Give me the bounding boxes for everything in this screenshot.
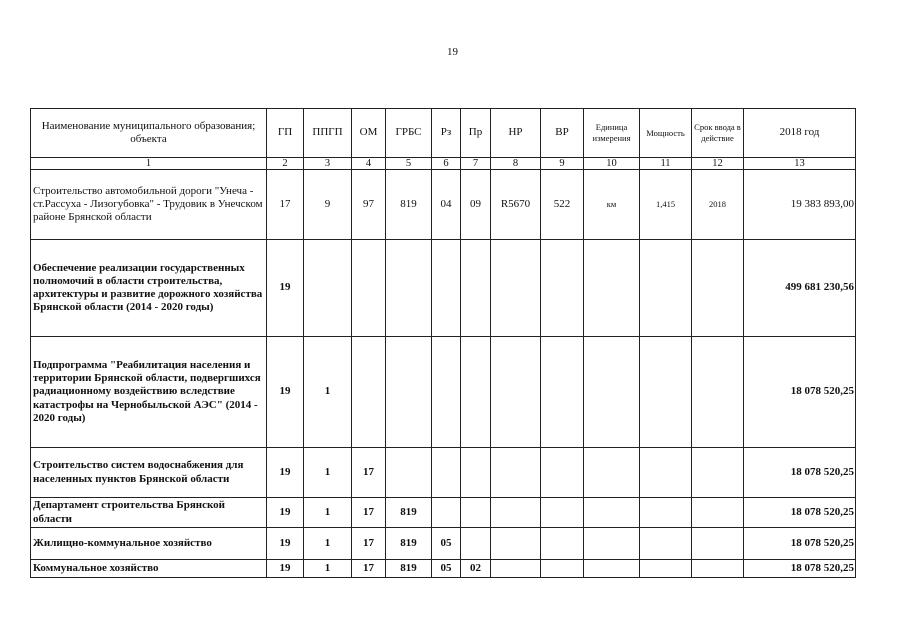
row-gp: 19 [267,448,304,498]
column-number: 11 [640,158,692,170]
row-rz [432,448,461,498]
row-nr [491,560,541,578]
row-pr: 09 [461,170,491,240]
row-term [692,498,744,528]
row-unit [584,448,640,498]
row-unit [584,560,640,578]
header-term: Срок ввода в действие [692,109,744,158]
column-number: 9 [541,158,584,170]
row-om: 17 [352,528,386,560]
row-amount: 18 078 520,25 [744,448,856,498]
column-number: 10 [584,158,640,170]
row-vr [541,240,584,337]
row-ppgp [304,240,352,337]
row-amount: 18 078 520,25 [744,528,856,560]
row-name: Коммунальное хозяйство [31,560,267,578]
row-om: 97 [352,170,386,240]
header-year: 2018 год [744,109,856,158]
row-rz [432,240,461,337]
row-capacity [640,337,692,448]
row-capacity [640,240,692,337]
row-unit [584,528,640,560]
row-gp: 19 [267,560,304,578]
header-name: Наименование муниципального образования; объекта [31,109,267,158]
column-number: 1 [31,158,267,170]
column-number: 13 [744,158,856,170]
row-om: 17 [352,448,386,498]
row-amount: 18 078 520,25 [744,498,856,528]
row-capacity [640,528,692,560]
header-gp: ГП [267,109,304,158]
table-row [31,170,856,240]
row-grbs: 819 [386,170,432,240]
header-capacity: Мощность [640,109,692,158]
table-row [31,448,856,498]
row-unit [584,498,640,528]
column-number: 3 [304,158,352,170]
row-vr [541,448,584,498]
row-gp: 19 [267,498,304,528]
row-name: Департамент строительства Брянской области [31,498,267,528]
row-amount: 18 078 520,25 [744,560,856,578]
row-gp: 19 [267,337,304,448]
row-ppgp: 1 [304,448,352,498]
row-pr: 02 [461,560,491,578]
column-number: 7 [461,158,491,170]
row-vr [541,337,584,448]
row-name: Строительство систем водоснабжения для населенных пунктов Брянской области [31,448,267,498]
row-pr [461,498,491,528]
row-nr [491,448,541,498]
row-ppgp: 1 [304,528,352,560]
row-grbs: 819 [386,498,432,528]
table-row [31,528,856,560]
column-number: 6 [432,158,461,170]
page-number: 19 [447,46,458,58]
header-unit: Единица измерения [584,109,640,158]
row-name: Подпрограмма "Реабилитация населения и территории Брянской области, подвергшихся радиационному воздействию вследствие катастрофы на Чернобыльской АЭС" (2014 - 2020 годы) [31,337,267,448]
row-rz: 04 [432,170,461,240]
row-pr [461,448,491,498]
row-gp: 17 [267,170,304,240]
row-pr [461,240,491,337]
row-gp: 19 [267,528,304,560]
row-term [692,448,744,498]
row-nr [491,337,541,448]
row-name: Строительство автомобильной дороги "Унеча - ст.Рассуха - Лизогубовка" - Трудовик в Унечском районе Брянской области [31,170,267,240]
column-number: 5 [386,158,432,170]
header-pr: Пр [461,109,491,158]
header-rz: Рз [432,109,461,158]
row-ppgp: 9 [304,170,352,240]
row-om [352,240,386,337]
row-grbs [386,337,432,448]
column-number: 12 [692,158,744,170]
row-amount: 19 383 893,00 [744,170,856,240]
row-gp: 19 [267,240,304,337]
row-om [352,337,386,448]
row-ppgp: 1 [304,560,352,578]
column-number: 2 [267,158,304,170]
row-capacity [640,448,692,498]
row-nr [491,498,541,528]
row-pr [461,337,491,448]
row-capacity [640,498,692,528]
row-vr: 522 [541,170,584,240]
row-unit [584,337,640,448]
row-grbs [386,448,432,498]
row-nr: R5670 [491,170,541,240]
table-row [31,498,856,528]
row-grbs: 819 [386,560,432,578]
header-grbs: ГРБС [386,109,432,158]
table-row [31,240,856,337]
column-number: 4 [352,158,386,170]
column-number: 8 [491,158,541,170]
row-grbs [386,240,432,337]
row-grbs: 819 [386,528,432,560]
row-vr [541,498,584,528]
header-nr: НР [491,109,541,158]
row-nr [491,528,541,560]
row-vr [541,528,584,560]
row-name: Жилищно-коммунальное хозяйство [31,528,267,560]
row-term: 2018 [692,170,744,240]
row-term [692,528,744,560]
row-om: 17 [352,498,386,528]
header-ppgp: ППГП [304,109,352,158]
row-ppgp: 1 [304,498,352,528]
table-row [31,560,856,578]
row-ppgp: 1 [304,337,352,448]
header-om: ОМ [352,109,386,158]
column-numbers-row [31,158,856,170]
row-amount: 18 078 520,25 [744,337,856,448]
row-amount: 499 681 230,56 [744,240,856,337]
row-term [692,337,744,448]
table-row [31,337,856,448]
row-rz [432,498,461,528]
row-unit [584,240,640,337]
budget-table [30,108,856,578]
row-vr [541,560,584,578]
row-nr [491,240,541,337]
row-unit: км [584,170,640,240]
table-header-row [31,109,856,158]
row-term [692,560,744,578]
row-capacity [640,560,692,578]
row-rz: 05 [432,528,461,560]
row-name: Обеспечение реализации государственных полномочий в области строительства, архитектуры и развитие дорожного хозяйства Брянской области (2014 - 2020 годы) [31,240,267,337]
row-capacity: 1,415 [640,170,692,240]
row-rz [432,337,461,448]
row-om: 17 [352,560,386,578]
row-rz: 05 [432,560,461,578]
row-pr [461,528,491,560]
header-vr: ВР [541,109,584,158]
row-term [692,240,744,337]
